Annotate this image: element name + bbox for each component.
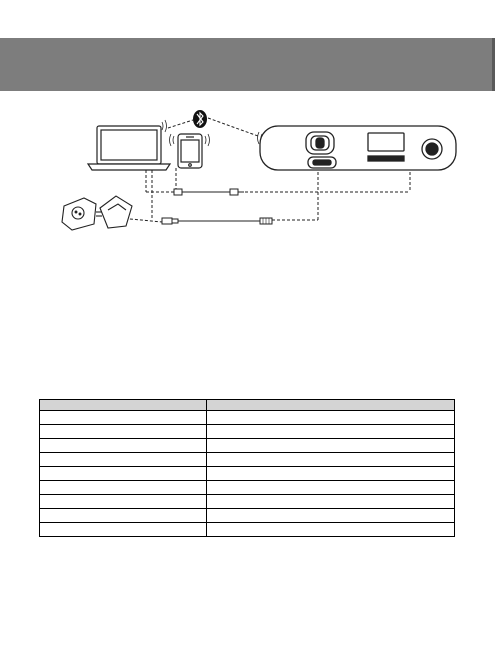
usb-cable bbox=[162, 218, 272, 224]
table-cell bbox=[207, 495, 455, 509]
header-band bbox=[0, 38, 495, 91]
table-row bbox=[40, 509, 455, 523]
table-cell bbox=[207, 481, 455, 495]
table-cell bbox=[40, 439, 207, 453]
table-header-cell bbox=[40, 400, 207, 411]
table-row bbox=[40, 495, 455, 509]
spec-table bbox=[39, 399, 455, 537]
bluetooth-icon bbox=[193, 110, 207, 128]
wall-socket-icon bbox=[62, 198, 96, 230]
table-row bbox=[40, 439, 455, 453]
table-row bbox=[40, 523, 455, 537]
power-adapter-icon bbox=[96, 196, 132, 228]
table-cell bbox=[40, 481, 207, 495]
table-cell bbox=[207, 425, 455, 439]
table-header-cell bbox=[207, 400, 455, 411]
table-row bbox=[40, 481, 455, 495]
connection-diagram bbox=[0, 100, 495, 250]
table-row bbox=[40, 467, 455, 481]
laptop-icon bbox=[88, 126, 170, 170]
table-row bbox=[40, 425, 455, 439]
table-cell bbox=[207, 439, 455, 453]
smartphone-icon bbox=[178, 134, 202, 168]
table-cell bbox=[40, 453, 207, 467]
table-cell bbox=[207, 509, 455, 523]
aux-cable bbox=[174, 189, 244, 195]
table-row bbox=[40, 453, 455, 467]
table-cell bbox=[40, 495, 207, 509]
table-cell bbox=[40, 411, 207, 425]
table-cell bbox=[207, 411, 455, 425]
table-row bbox=[40, 411, 455, 425]
table-cell bbox=[40, 523, 207, 537]
table-cell bbox=[40, 425, 207, 439]
table-cell bbox=[40, 509, 207, 523]
table-header-row bbox=[40, 400, 455, 411]
speaker-device bbox=[260, 126, 456, 170]
table-cell bbox=[207, 453, 455, 467]
table-cell bbox=[40, 467, 207, 481]
table-cell bbox=[207, 523, 455, 537]
table-cell bbox=[207, 467, 455, 481]
